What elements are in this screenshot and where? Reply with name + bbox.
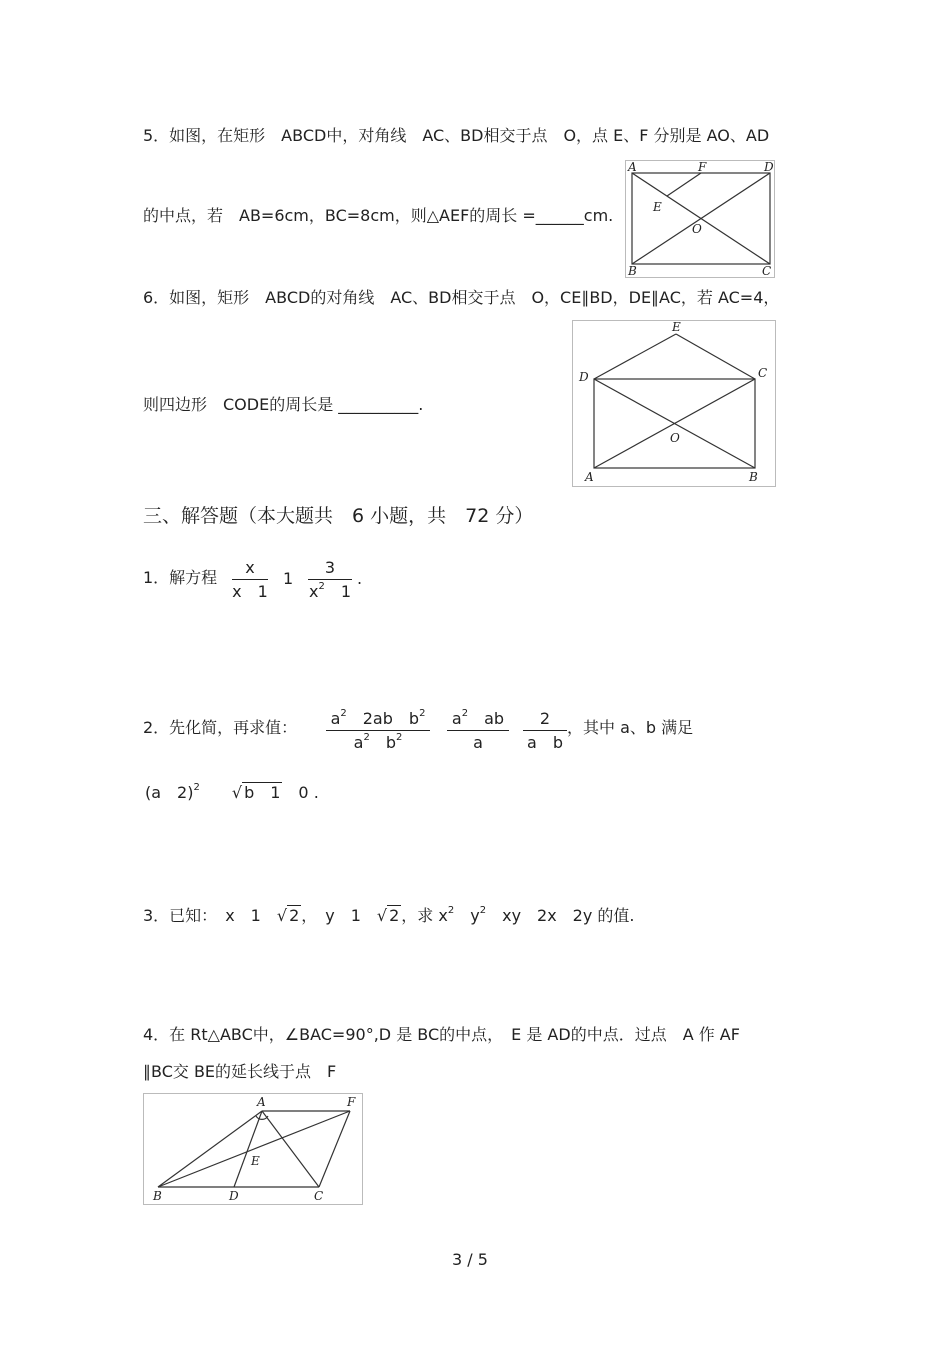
segment-ef xyxy=(667,173,701,196)
p4-line2: ∥BC交 BE的延长线于点 F xyxy=(143,1062,337,1081)
p2-f3-numerator: 2 xyxy=(523,711,567,731)
label-d: D xyxy=(579,370,589,384)
label-a: A xyxy=(628,161,637,174)
label-b: B xyxy=(628,264,637,277)
p1-prefix: 1．解方程 xyxy=(143,568,218,587)
p2-suffix: ，其中 a、b 满足 xyxy=(567,718,694,737)
p2-condition: (a 2)$^2$ √ b 1 0 . xyxy=(145,782,319,802)
label-c: C xyxy=(758,366,768,380)
p1-fraction-2 xyxy=(308,560,352,600)
segment-cf xyxy=(319,1111,350,1187)
p4-figure xyxy=(143,1093,363,1205)
p2-fraction-2 xyxy=(447,708,509,752)
label-o: O xyxy=(692,222,702,236)
p2-radicand: b 1 xyxy=(244,783,281,802)
label-o: O xyxy=(670,431,680,445)
p1-f1-numerator: x xyxy=(232,560,268,580)
p1-fraction-1 xyxy=(232,560,268,600)
label-f: F xyxy=(347,1095,356,1109)
label-c: C xyxy=(314,1189,324,1203)
q6-line1: 6．如图，矩形 ABCD的对角线 AC、BD相交于点 O，CE∥BD，DE∥AC，若 AC=4， xyxy=(143,288,780,307)
q5-figure xyxy=(625,160,775,278)
label-e: E xyxy=(251,1154,260,1168)
segment-de xyxy=(594,334,676,379)
label-b: B xyxy=(749,470,758,484)
label-d: D xyxy=(764,161,774,174)
label-f: F xyxy=(698,161,707,174)
label-c: C xyxy=(762,264,772,277)
q5-line1: 5．如图，在矩形 ABCD中，对角线 AC、BD相交于点 O，点 E、F 分别是 AO、AD xyxy=(143,126,770,145)
q6-line2: 则四边形 CODE的周长是 __________. xyxy=(143,395,424,414)
q6-figure xyxy=(572,320,776,487)
label-a: A xyxy=(585,470,594,484)
segment-ce xyxy=(676,334,755,379)
section-heading: 三、解答题（本大题共 6 小题，共 72 分） xyxy=(143,505,534,527)
p3-radicand-1: 2 xyxy=(289,906,300,925)
segment-ad xyxy=(234,1111,262,1187)
q5-line2: 的中点，若 AB=6cm，BC=8cm，则△AEF的周长 =______cm. xyxy=(143,206,614,225)
p1-f2-denominator: $x^2$ 1 xyxy=(308,581,352,601)
p1-f1-denominator: x 1 xyxy=(232,582,268,601)
segment-bf xyxy=(158,1111,350,1187)
p2-f1-denominator: $a^2$ $b^2$ xyxy=(353,732,403,752)
p2-fraction-1 xyxy=(326,708,430,752)
segment-ab xyxy=(158,1111,262,1187)
label-e: E xyxy=(653,200,662,214)
p3-line: 3．已知： x 1 √ 2 ， y 1 √ 2 ，求 $x^2$ $y^2$ xy 2x 2y 的值. xyxy=(143,905,635,925)
p2-f2-denominator: a xyxy=(473,733,483,752)
p2-fraction-3 xyxy=(523,711,567,751)
p4-line1: 4．在 Rt△ABC中，∠BAC=90°,D 是 BC的中点， E 是 AD的中点．过点 A 作 AF xyxy=(143,1025,740,1044)
p2-f1-numerator: $a^2$ 2ab $b^2$ xyxy=(326,711,430,731)
page-number: 3 / 5 xyxy=(452,1250,488,1269)
p1-middle: 1 xyxy=(283,569,294,588)
segment-ac xyxy=(262,1111,319,1187)
p1-f2-numerator: 3 xyxy=(308,560,352,580)
p2-f2-numerator: $a^2$ ab xyxy=(447,711,509,731)
p2-prefix: 2．先化简，再求值： xyxy=(143,718,298,737)
label-b: B xyxy=(153,1189,162,1203)
p1-suffix: . xyxy=(357,569,363,588)
label-a: A xyxy=(257,1095,266,1109)
p2-f3-denominator: a b xyxy=(527,733,563,752)
p3-radicand-2: 2 xyxy=(389,906,400,925)
label-d: D xyxy=(229,1189,239,1203)
label-e: E xyxy=(672,321,681,334)
